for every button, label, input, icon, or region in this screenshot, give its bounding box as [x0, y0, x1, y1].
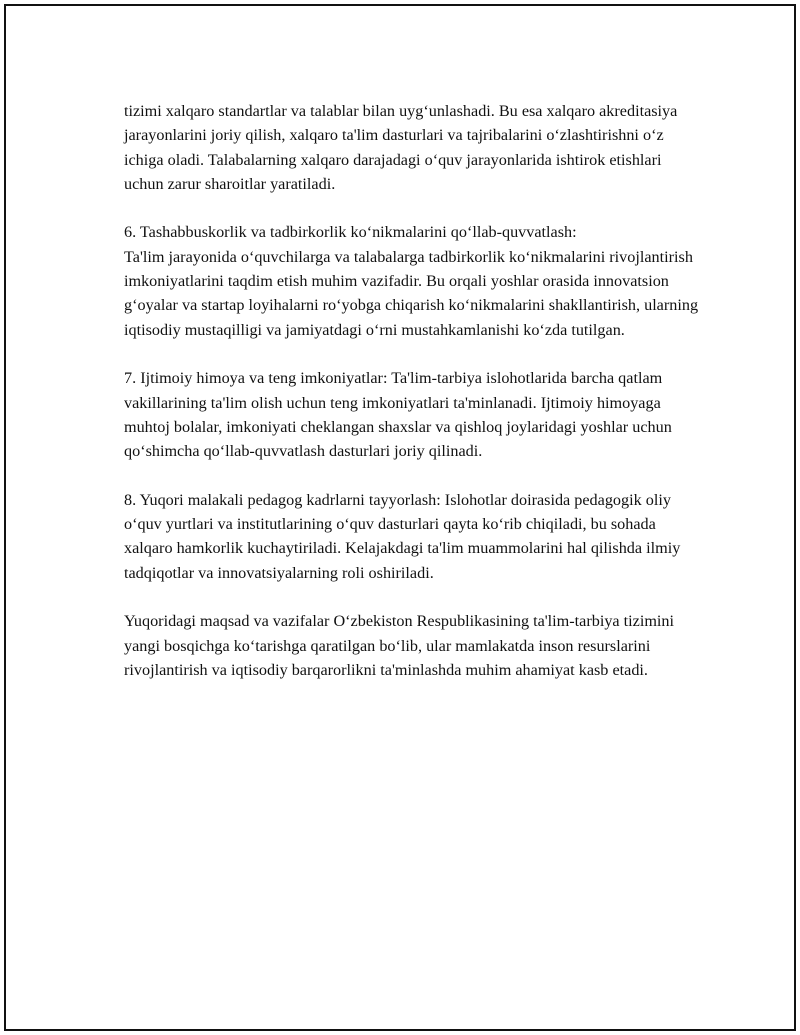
page-frame — [4, 4, 796, 1031]
paragraph-item-7: 7. Ijtimoiy himoya va teng imkoniyatlar: Ta'lim-tarbiya islohotlarida barcha qatlam vakillarining ta'lim olish uchun teng imkoniyatlari ta'minlanadi. Ijtimoiy himoyaga muhtoj bolalar, imkoniyati cheklangan shaxslar va qishloq joylaridagi yoshlar uchun qo‘shimcha qo‘llab-quvvatlash dasturlari joriy qilinadi. — [124, 369, 672, 461]
paragraph-item-6: 6. Tashabbuskorlik va tadbirkorlik ko‘nikmalarini qo‘llab-quvvatlash: Ta'lim jarayonida o‘quvchilarga va talabalarga tadbirkorlik ko‘nikmalarini rivojlantirish imkoniyatlarini taqdim etish muhim vazifadir. Bu orqali yoshlar orasida innovatsion g‘oyalar va startap loyihalarni ro‘yobga chiqarish ko‘nikmalarini shakllantirish, ularning iqtisodiy mustaqilligi va jamiyatdagi o‘rni mustahkamlanishi ko‘zda tutilgan. — [124, 223, 699, 339]
page-body — [124, 99, 699, 706]
paragraph-item-8: 8. Yuqori malakali pedagog kadrlarni tayyorlash: Islohotlar doirasida pedagogik oliy o‘quv yurtlari va institutlarining o‘quv dasturlari qayta ko‘rib chiqiladi, bu sohada xalqaro hamkorlik kuchaytiriladi. Kelajakdagi ta'lim muammolarini hal qilishda ilmiy tadqiqotlar va innovatsiyalarning roli oshiriladi. — [124, 490, 681, 582]
paragraph-intro-continuation: tizimi xalqaro standartlar va talablar bilan uyg‘unlashadi. Bu esa xalqaro akreditasiya jarayonlarini joriy qilish, xalqaro ta'lim dasturlari va tajribalarini o‘zlashtirishni o‘z ichiga oladi. Talabalarning xalqaro darajadagi o‘quv jarayonlarida ishtirok etishlari uchun zarur sharoitlar yaratiladi. — [124, 102, 678, 193]
paragraph-conclusion: Yuqoridagi maqsad va vazifalar O‘zbekiston Respublikasining ta'lim-tarbiya tizimini yangi bosqichga ko‘tarishga qaratilgan bo‘lib, ular mamlakatda inson resurslarini rivojlantirish va iqtisodiy barqarorlikni ta'minlashda muhim ahamiyat kasb etadi. — [124, 612, 675, 679]
